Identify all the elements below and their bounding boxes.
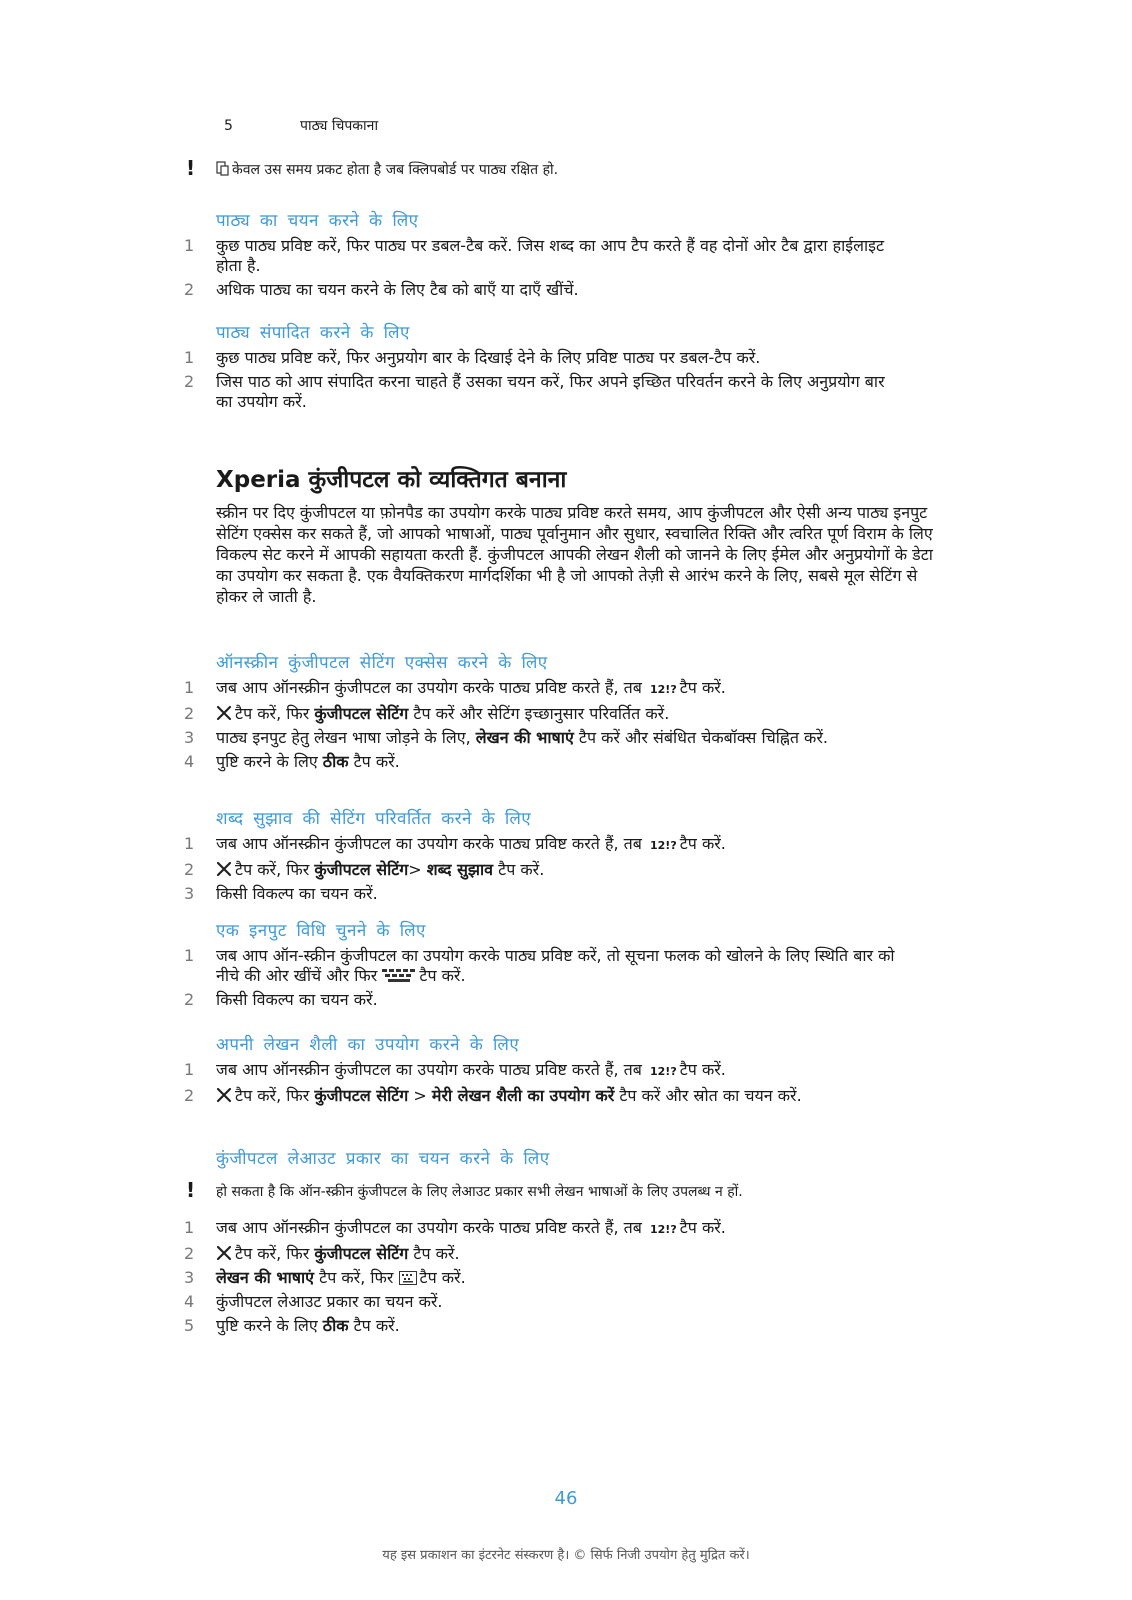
list-item: 2 जिस पाठ को आप संपादित करना चाहते हैं उसका चयन करें, फिर अपने इच्छित परिवर्तन करने के लिए अनुप्रयोग बार का उपयोग करें. <box>184 372 885 411</box>
list-item: 5 पुष्टि करने के लिए ठीक टैप करें. <box>184 1316 400 1335</box>
tools-icon <box>216 1087 232 1103</box>
numeric-key-icon: 12!? <box>650 1065 677 1078</box>
section-heading-word-suggestion: शब्द सुझाव की सेटिंग परिवर्तित करने के लिए <box>216 809 532 829</box>
list-item: 3 पाठ्य इनपुट हेतु लेखन भाषा जोड़ने के लिए, लेखन की भाषाएं टैप करें और संबंधित चेकबॉक्स चिह्नित करें. <box>184 728 828 747</box>
warning-icon: ! <box>186 1178 196 1202</box>
warning-icon: ! <box>186 156 196 180</box>
steps-word-suggestion <box>184 834 904 908</box>
footer-notice: यह इस प्रकाशन का इंटरनेट संस्करण है। © सिर्फ निजी उपयोग हेतु मुद्रित करें। <box>382 1548 750 1563</box>
tools-icon <box>216 705 232 721</box>
tools-icon <box>216 861 232 877</box>
list-item: 1 जब आप ऑनस्क्रीन कुंजीपटल का उपयोग करके पाठ्य प्रविष्ट करते हैं, तब 12!? टैप करें. <box>184 678 726 697</box>
note-text: हो सकता है कि ऑन-स्क्रीन कुंजीपटल के लिए लेआउट प्रकार सभी लेखन भाषाओं के लिए उपलब्ध न हों. <box>216 1184 743 1200</box>
list-item: 2 टैप करें, फिर कुंजीपटल सेटिंग > मेरी लेखन शैली का उपयोग करें टैप करें और स्रोत का चयन करें. <box>184 1086 802 1105</box>
list-item: 1 जब आप ऑनस्क्रीन कुंजीपटल का उपयोग करके पाठ्य प्रविष्ट करते हैं, तब 12!? टैप करें. <box>184 1218 726 1237</box>
list-item: 1 कुछ पाठ्य प्रविष्ट करें, फिर अनुप्रयोग बार के दिखाई देने के लिए प्रविष्ट पाठ्य पर डबल-टैप करें. <box>184 348 761 367</box>
note-clipboard <box>186 156 926 180</box>
list-item: 2 टैप करें, फिर कुंजीपटल सेटिंग टैप करें और सेटिंग इच्छानुसार परिवर्तित करें. <box>184 704 670 723</box>
keyboard-layout-icon <box>399 1271 417 1285</box>
note-text: केवल उस समय प्रकट होता है जब क्लिपबोर्ड पर पाठ्य रक्षित हो. <box>232 162 559 178</box>
paste-icon <box>216 160 229 176</box>
section-heading-input-method: एक इनपुट विधि चुनने के लिए <box>216 921 426 941</box>
intro-paragraph: स्क्रीन पर दिए कुंजीपटल या फ़ोनपैड का उपयोग करके पाठ्य प्रविष्ट करते समय, आप कुंजीपटल और ऐसी अन्य पाठ्य इनपुट सेटिंग एक्सेस कर सकते हैं, जो आपको भाषाओं, पाठ्य पूर्वानुमान और सुधार, स्वचालित रिक्ति और त्वरित पूर्ण विराम के लिए विकल्प सेट करने में आपकी सहायता करती हैं. कुंजीपटल आपकी लेखन शैली को जानने के लिए ईमेल और अनुप्रयोगों के डेटा का उपयोग कर सकता है. एक वैयक्तिकरण मार्गदर्शिका भी है जो आपको तेज़ी से आरंभ करने के लिए, सबसे मूल सेटिंग से होकर ले जाती है. <box>216 503 933 606</box>
section-heading-keyboard-settings: ऑनस्क्रीन कुंजीपटल सेटिंग एक्सेस करने के लिए <box>216 653 548 673</box>
section-heading-select-text: पाठ्य का चयन करने के लिए <box>216 211 419 231</box>
section-heading-writing-style: अपनी लेखन शैली का उपयोग करने के लिए <box>216 1035 520 1055</box>
list-item: 2 अधिक पाठ्य का चयन करने के लिए टैब को बाएँ या दाएँ खींचें. <box>184 280 579 299</box>
keyboard-icon <box>382 969 416 983</box>
steps-input-method <box>184 946 904 1014</box>
header-title: पाठ्य चिपकाना <box>300 118 379 134</box>
section-heading-layout-type: कुंजीपटल लेआउट प्रकार का चयन करने के लिए <box>216 1149 550 1169</box>
running-header <box>224 116 378 135</box>
note-layout <box>186 1178 926 1202</box>
list-item: 2 किसी विकल्प का चयन करें. <box>184 990 378 1009</box>
section-heading-edit-text: पाठ्य संपादित करने के लिए <box>216 323 410 343</box>
numeric-key-icon: 12!? <box>650 1223 677 1236</box>
list-item: 4 कुंजीपटल लेआउट प्रकार का चयन करें. <box>184 1292 443 1311</box>
steps-writing-style <box>184 1060 904 1110</box>
list-item: 1 जब आप ऑनस्क्रीन कुंजीपटल का उपयोग करके पाठ्य प्रविष्ट करते हैं, तब 12!? टैप करें. <box>184 834 726 853</box>
list-item: 3 किसी विकल्प का चयन करें. <box>184 884 378 903</box>
numeric-key-icon: 12!? <box>650 683 677 696</box>
steps-keyboard-settings <box>184 678 904 776</box>
list-item: 1 जब आप ऑन-स्क्रीन कुंजीपटल का उपयोग करके पाठ्य प्रविष्ट करें, तो सूचना फलक को खोलने के लिए स्थिति बार को नीचे की ओर खींचें और फिर टैप करें. <box>184 946 895 985</box>
header-section-number: 5 <box>224 118 233 134</box>
list-item: 3 लेखन की भाषाएं टैप करें, फिर टैप करें. <box>184 1268 466 1287</box>
list-item: 1 जब आप ऑनस्क्रीन कुंजीपटल का उपयोग करके पाठ्य प्रविष्ट करते हैं, तब 12!? टैप करें. <box>184 1060 726 1079</box>
list-item: 2 टैप करें, फिर कुंजीपटल सेटिंग टैप करें. <box>184 1244 460 1263</box>
numeric-key-icon: 12!? <box>650 839 677 852</box>
list-item: 1 कुछ पाठ्य प्रविष्ट करें, फिर पाठ्य पर डबल-टैब करें. जिस शब्द का आप टैप करते हैं वह दोनों ओर टैब द्वारा हाईलाइट होता है. <box>184 236 885 275</box>
steps-layout-type <box>184 1218 904 1340</box>
tools-icon <box>216 1245 232 1261</box>
page-number: 46 <box>554 1488 578 1509</box>
steps-select-text <box>184 236 904 304</box>
list-item: 2 टैप करें, फिर कुंजीपटल सेटिंग> शब्द सुझाव टैप करें. <box>184 860 545 879</box>
main-heading: Xperia कुंजीपटल को व्यक्तिगत बनाना <box>216 467 567 493</box>
steps-edit-text <box>184 348 904 416</box>
list-item: 4 पुष्टि करने के लिए ठीक टैप करें. <box>184 752 400 771</box>
